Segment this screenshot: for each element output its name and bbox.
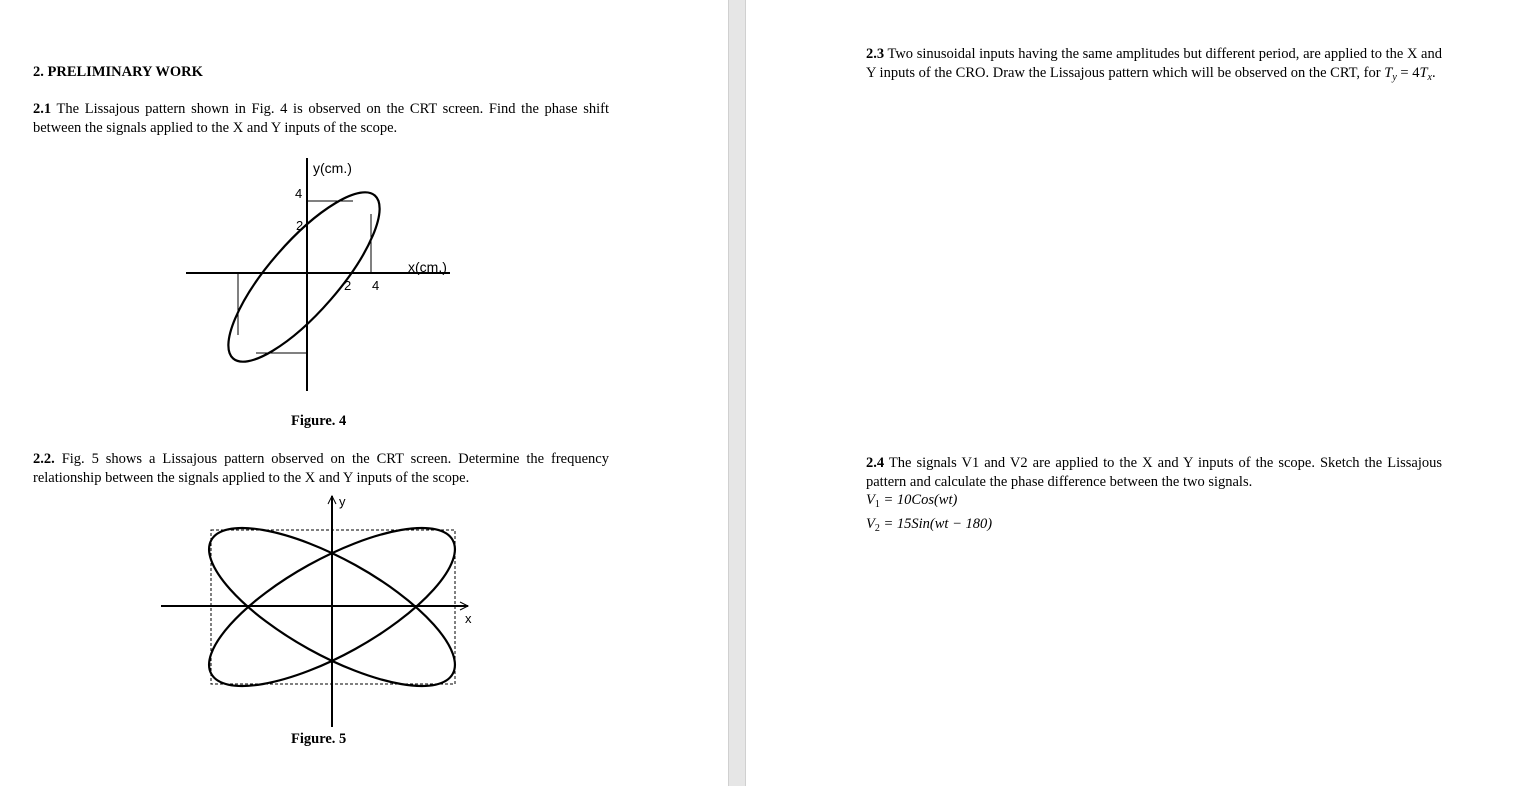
formula-end: .: [1431, 64, 1436, 81]
equation-v1: [866, 491, 957, 515]
v2-symbol: V: [866, 516, 875, 532]
formula-tx: T: [1419, 64, 1428, 81]
figure-5-caption: Figure. 5: [291, 731, 347, 747]
left-page: [0, 0, 728, 786]
question-2-3-number: 2.3: [866, 46, 885, 62]
right-page: [746, 0, 1517, 786]
v2-rhs: = 15Sin(wt − 180): [879, 516, 993, 532]
v1-subscript: 1: [874, 499, 880, 510]
formula-ty-sub: y: [1392, 71, 1397, 83]
fig4-x-tick-4: 4: [372, 278, 380, 293]
fig4-y-label: y(cm.): [313, 160, 352, 176]
fig4-x-tick-2: 2: [344, 278, 352, 293]
v2-subscript: 2: [874, 523, 880, 534]
question-2-3: [866, 45, 1442, 87]
question-2-1-number: 2.1: [33, 101, 52, 117]
v1-symbol: V: [866, 492, 875, 508]
fig5-y-label: y: [339, 494, 346, 509]
section-heading: 2. PRELIMINARY WORK: [33, 64, 203, 80]
figure-4-caption: Figure. 4: [291, 413, 347, 429]
figure-5-plot: [0, 0, 728, 786]
v1-rhs: = 10Cos(wt): [879, 492, 958, 508]
question-2-2-text: Fig. 5 shows a Lissajous pattern observed on the CRT screen. Determine the frequency relationship between the signals applied to the X and Y inputs of the scope.: [33, 451, 609, 486]
question-2-1-text: The Lissajous pattern shown in Fig. 4 is observed on the CRT screen. Find the phase shift between the signals applied to the X and Y inputs of the scope.: [33, 101, 609, 136]
page-gutter: [728, 0, 746, 786]
question-2-2-number: 2.2.: [33, 451, 55, 467]
formula-ty: T: [1384, 64, 1393, 81]
fig4-x-label: x(cm.): [408, 259, 447, 275]
fig4-y-tick-2: 2: [296, 218, 304, 233]
equation-v2: [866, 515, 992, 539]
fig4-y-tick-4: 4: [295, 186, 303, 201]
question-2-4-number: 2.4: [866, 455, 885, 471]
fig5-x-label: x: [465, 611, 472, 626]
question-2-4: [866, 454, 1442, 491]
formula-tx-sub: x: [1427, 71, 1432, 83]
formula-eq: = 4: [1396, 64, 1420, 81]
question-2-3-text: Two sinusoidal inputs having the same amplitudes but different period, are applied to the X and Y inputs of the CRO. Draw the Lissajous pattern which will be observed on the CRT, for: [866, 46, 1442, 81]
question-2-4-text: The signals V1 and V2 are applied to the X and Y inputs of the scope. Sketch the Lissajous pattern and calculate the phase difference between the two signals.: [866, 455, 1442, 490]
